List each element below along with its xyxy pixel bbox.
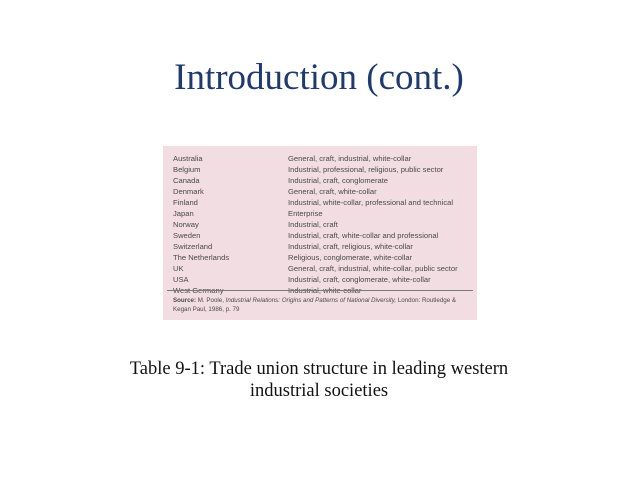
table-row: [173, 197, 473, 208]
structure-cell: General, craft, white-collar: [288, 187, 377, 196]
structure-cell: General, craft, industrial, white-collar, public sector: [288, 264, 458, 273]
country-cell: Belgium: [173, 165, 201, 174]
structure-cell: Industrial, professional, religious, public sector: [288, 165, 444, 174]
structure-cell: Industrial, craft, conglomerate, white-collar: [288, 275, 431, 284]
source-divider: [167, 290, 473, 291]
country-cell: UK: [173, 264, 184, 273]
table-row: [173, 241, 473, 252]
table-row: [173, 230, 473, 241]
source-publisher: London: Routledge & Kegan Paul, 1986, p. 79: [173, 297, 457, 313]
table-row: [173, 186, 473, 197]
country-cell: Sweden: [173, 231, 201, 240]
country-cell: Finland: [173, 198, 198, 207]
structure-cell: Industrial, craft, religious, white-collar: [288, 242, 413, 251]
structure-cell: Enterprise: [288, 209, 323, 218]
slide-title: Introduction (cont.): [174, 57, 464, 98]
country-cell: Switzerland: [173, 242, 213, 251]
structure-cell: Industrial, craft, conglomerate: [288, 176, 389, 185]
structure-cell: Industrial, craft: [288, 220, 338, 229]
table-row: [173, 252, 473, 263]
country-cell: Japan: [173, 209, 194, 218]
country-cell: The Netherlands: [173, 253, 230, 262]
table-row: [173, 219, 473, 230]
table-row: [173, 175, 473, 186]
caption-line-1: Table 9-1: Trade union structure in leading western: [129, 359, 509, 379]
structure-cell: Industrial, white-collar, professional and technical: [288, 198, 454, 207]
caption-line-2: industrial societies: [249, 381, 389, 401]
structure-cell: General, craft, industrial, white-collar: [288, 154, 412, 163]
table-row: [173, 274, 473, 285]
country-cell: Australia: [173, 154, 203, 163]
table-row: [173, 153, 473, 164]
country-cell: USA: [173, 275, 189, 284]
country-cell: Norway: [173, 220, 199, 229]
source-author: M. Poole,: [197, 297, 224, 304]
table-row: [173, 164, 473, 175]
country-cell: Canada: [173, 176, 200, 185]
table-rows: [173, 153, 473, 296]
country-cell: Denmark: [173, 187, 204, 196]
table-row: [173, 208, 473, 219]
trade-union-table: [163, 146, 477, 320]
source-note: [173, 296, 467, 314]
source-label: Source:: [173, 297, 197, 304]
structure-cell: Industrial, craft, white-collar and professional: [288, 231, 439, 240]
source-work: Industrial Relations: Origins and Patterns of National Diversity,: [225, 297, 397, 304]
table-caption: [70, 358, 568, 402]
structure-cell: Religious, conglomerate, white-collar: [288, 253, 413, 262]
table-row: [173, 263, 473, 274]
